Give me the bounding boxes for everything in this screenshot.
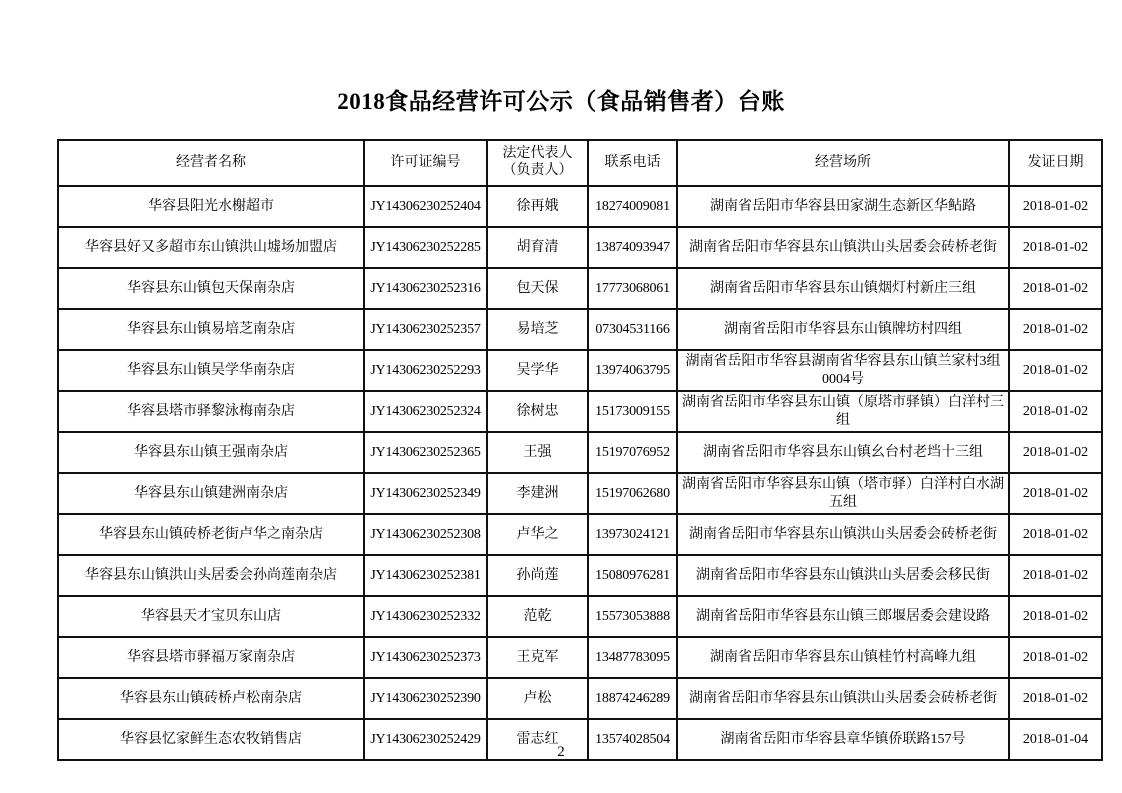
cell-representative: 雷志红 xyxy=(487,719,588,760)
cell-representative: 李建洲 xyxy=(487,473,588,514)
cell-representative: 吴学华 xyxy=(487,350,588,391)
cell-phone: 13973024121 xyxy=(588,514,677,555)
cell-name: 华容县东山镇砖桥老街卢华之南杂店 xyxy=(58,514,364,555)
cell-license: JY14306230252316 xyxy=(364,268,487,309)
cell-address: 湖南省岳阳市华容县东山镇三郎堰居委会建设路 xyxy=(677,596,1009,637)
table-row xyxy=(58,309,1102,350)
cell-date: 2018-01-02 xyxy=(1009,473,1102,514)
cell-license: JY14306230252365 xyxy=(364,432,487,473)
table-row xyxy=(58,596,1102,637)
table-body xyxy=(58,186,1102,760)
cell-representative: 卢松 xyxy=(487,678,588,719)
table-row xyxy=(58,268,1102,309)
table-row xyxy=(58,514,1102,555)
cell-license: JY14306230252373 xyxy=(364,637,487,678)
cell-address: 湖南省岳阳市华容县湖南省华容县东山镇兰家村3组0004号 xyxy=(677,350,1009,391)
cell-name: 华容县东山镇易培芝南杂店 xyxy=(58,309,364,350)
cell-address: 湖南省岳阳市华容县东山镇牌坊村四组 xyxy=(677,309,1009,350)
column-header-phone: 联系电话 xyxy=(588,140,677,186)
license-ledger-table xyxy=(57,139,1103,761)
cell-license: JY14306230252349 xyxy=(364,473,487,514)
column-header-date: 发证日期 xyxy=(1009,140,1102,186)
cell-address: 湖南省岳阳市华容县东山镇洪山头居委会砖桥老街 xyxy=(677,678,1009,719)
cell-name: 华容县东山镇王强南杂店 xyxy=(58,432,364,473)
cell-license: JY14306230252357 xyxy=(364,309,487,350)
cell-date: 2018-01-02 xyxy=(1009,637,1102,678)
cell-address: 湖南省岳阳市华容县东山镇（原塔市驿镇）白洋村三组 xyxy=(677,391,1009,432)
cell-address: 湖南省岳阳市华容县东山镇（塔市驿）白洋村白水湖五组 xyxy=(677,473,1009,514)
cell-phone: 13574028504 xyxy=(588,719,677,760)
table-row xyxy=(58,678,1102,719)
cell-phone: 18874246289 xyxy=(588,678,677,719)
cell-address: 湖南省岳阳市华容县东山镇洪山头居委会砖桥老街 xyxy=(677,227,1009,268)
cell-name: 华容县东山镇洪山头居委会孙尚莲南杂店 xyxy=(58,555,364,596)
cell-representative: 孙尚莲 xyxy=(487,555,588,596)
page-title: 2018食品经营许可公示（食品销售者）台账 xyxy=(337,89,785,114)
cell-phone: 07304531166 xyxy=(588,309,677,350)
cell-phone: 18274009081 xyxy=(588,186,677,227)
cell-license: JY14306230252293 xyxy=(364,350,487,391)
cell-date: 2018-01-02 xyxy=(1009,678,1102,719)
table-row xyxy=(58,227,1102,268)
cell-name: 华容县东山镇吴学华南杂店 xyxy=(58,350,364,391)
cell-license: JY14306230252390 xyxy=(364,678,487,719)
cell-date: 2018-01-02 xyxy=(1009,514,1102,555)
cell-license: JY14306230252429 xyxy=(364,719,487,760)
table-row xyxy=(58,350,1102,391)
cell-date: 2018-01-04 xyxy=(1009,719,1102,760)
cell-representative: 包天保 xyxy=(487,268,588,309)
cell-name: 华容县塔市驿福万家南杂店 xyxy=(58,637,364,678)
cell-phone: 15573053888 xyxy=(588,596,677,637)
cell-address: 湖南省岳阳市华容县东山镇烟灯村新庄三组 xyxy=(677,268,1009,309)
cell-representative: 胡育清 xyxy=(487,227,588,268)
table-header xyxy=(58,140,1102,186)
column-header-name: 经营者名称 xyxy=(58,140,364,186)
cell-phone: 15173009155 xyxy=(588,391,677,432)
cell-date: 2018-01-02 xyxy=(1009,391,1102,432)
table-row xyxy=(58,637,1102,678)
cell-date: 2018-01-02 xyxy=(1009,555,1102,596)
cell-date: 2018-01-02 xyxy=(1009,596,1102,637)
cell-license: JY14306230252381 xyxy=(364,555,487,596)
table-row xyxy=(58,432,1102,473)
cell-date: 2018-01-02 xyxy=(1009,186,1102,227)
cell-phone: 13487783095 xyxy=(588,637,677,678)
cell-date: 2018-01-02 xyxy=(1009,227,1102,268)
table-row xyxy=(58,555,1102,596)
cell-license: JY14306230252308 xyxy=(364,514,487,555)
cell-address: 湖南省岳阳市华容县田家湖生态新区华鲇路 xyxy=(677,186,1009,227)
cell-phone: 13974063795 xyxy=(588,350,677,391)
cell-address: 湖南省岳阳市华容县东山镇洪山头居委会砖桥老街 xyxy=(677,514,1009,555)
cell-date: 2018-01-02 xyxy=(1009,268,1102,309)
cell-address: 湖南省岳阳市华容县东山镇幺台村老垱十三组 xyxy=(677,432,1009,473)
cell-phone: 17773068061 xyxy=(588,268,677,309)
column-header-representative: 法定代表人 （负责人） xyxy=(487,140,588,186)
cell-representative: 徐再娥 xyxy=(487,186,588,227)
cell-phone: 13874093947 xyxy=(588,227,677,268)
cell-address: 湖南省岳阳市华容县东山镇洪山头居委会移民街 xyxy=(677,555,1009,596)
cell-representative: 王强 xyxy=(487,432,588,473)
cell-name: 华容县东山镇包天保南杂店 xyxy=(58,268,364,309)
cell-phone: 15080976281 xyxy=(588,555,677,596)
cell-representative: 范乾 xyxy=(487,596,588,637)
column-header-license: 许可证编号 xyxy=(364,140,487,186)
table-row xyxy=(58,186,1102,227)
cell-name: 华容县忆家鲜生态农牧销售店 xyxy=(58,719,364,760)
header-row xyxy=(58,140,1102,186)
table-row xyxy=(58,473,1102,514)
cell-representative: 王克军 xyxy=(487,637,588,678)
cell-representative: 徐树忠 xyxy=(487,391,588,432)
cell-date: 2018-01-02 xyxy=(1009,432,1102,473)
cell-name: 华容县东山镇建洲南杂店 xyxy=(58,473,364,514)
cell-representative: 易培芝 xyxy=(487,309,588,350)
page-number: 2 xyxy=(557,744,565,760)
cell-address: 湖南省岳阳市华容县东山镇桂竹村高峰九组 xyxy=(677,637,1009,678)
cell-name: 华容县东山镇砖桥卢松南杂店 xyxy=(58,678,364,719)
cell-representative: 卢华之 xyxy=(487,514,588,555)
cell-license: JY14306230252404 xyxy=(364,186,487,227)
table-row xyxy=(58,391,1102,432)
cell-license: JY14306230252332 xyxy=(364,596,487,637)
cell-date: 2018-01-02 xyxy=(1009,309,1102,350)
cell-name: 华容县塔市驿黎泳梅南杂店 xyxy=(58,391,364,432)
cell-phone: 15197062680 xyxy=(588,473,677,514)
cell-name: 华容县好又多超市东山镇洪山墟场加盟店 xyxy=(58,227,364,268)
cell-name: 华容县天才宝贝东山店 xyxy=(58,596,364,637)
cell-date: 2018-01-02 xyxy=(1009,350,1102,391)
cell-license: JY14306230252285 xyxy=(364,227,487,268)
cell-name: 华容县阳光水榭超市 xyxy=(58,186,364,227)
cell-phone: 15197076952 xyxy=(588,432,677,473)
column-header-address: 经营场所 xyxy=(677,140,1009,186)
cell-address: 湖南省岳阳市华容县章华镇侨联路157号 xyxy=(677,719,1009,760)
cell-license: JY14306230252324 xyxy=(364,391,487,432)
